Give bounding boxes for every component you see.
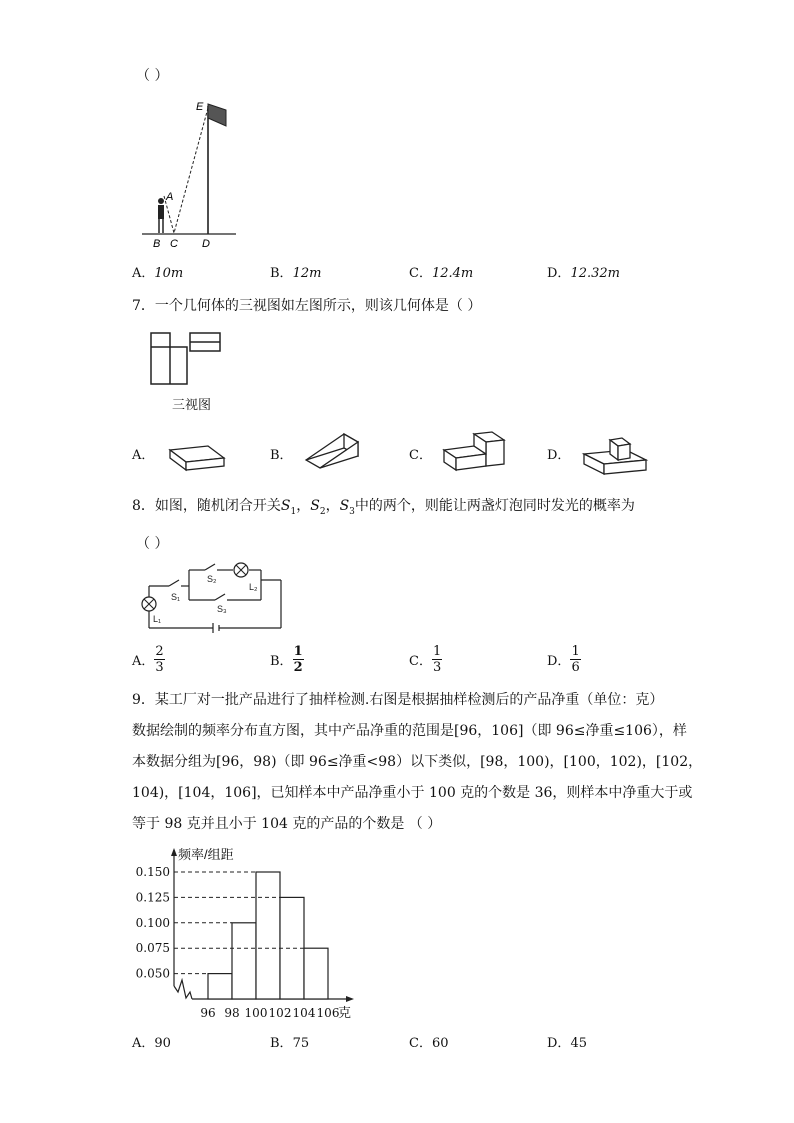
- q7-option-d[interactable]: D．: [547, 448, 571, 463]
- q9-histogram: [130, 846, 366, 1022]
- q6-figure: [140, 96, 240, 252]
- q8-option-c[interactable]: C． $\frac{1}{3}$: [409, 644, 442, 675]
- q7-shape-a-icon: [168, 438, 228, 474]
- label-s3: S₃: [217, 604, 227, 614]
- histogram-bar: [304, 948, 328, 999]
- q7-shape-c-icon: [440, 428, 510, 474]
- q7-stem: 7．一个几何体的三视图如左图所示，则该几何体是（ ）: [132, 298, 482, 314]
- q8-option-a[interactable]: A． $\frac{2}{3}$: [132, 644, 164, 675]
- y-axis-label: 频率/组距: [178, 847, 234, 862]
- y-tick-label: 0.125: [135, 890, 170, 905]
- q7-three-views: [148, 330, 228, 390]
- q7-shape-b-icon: [302, 430, 366, 470]
- x-tick-label: 106: [316, 1006, 340, 1020]
- q9-option-c[interactable]: C．60: [409, 1036, 449, 1051]
- q7-option-a[interactable]: A．: [132, 448, 155, 463]
- x-tick-label: 102: [268, 1006, 292, 1020]
- q8-stem: 8．如图，随机闭合开关$S_1$，$S_2$，$S_3$中的两个，则能让两盏灯泡同时发光的概率为: [132, 498, 635, 517]
- q7-option-b[interactable]: B．: [270, 448, 293, 463]
- q6-paren: （ ）: [136, 68, 169, 84]
- label-l1: L₁: [153, 614, 162, 624]
- label-A: A: [166, 191, 174, 203]
- y-tick-label: 0.050: [135, 966, 170, 981]
- q7-shape-d-icon: [582, 432, 650, 476]
- q6-option-c[interactable]: C．12.4m: [409, 266, 474, 281]
- label-l2: L₂: [249, 582, 258, 592]
- label-s1: S₁: [171, 592, 181, 602]
- q9-option-b[interactable]: B．75: [270, 1036, 310, 1051]
- q6-option-a[interactable]: A．10m: [132, 266, 184, 281]
- label-C: C: [170, 238, 178, 250]
- q9-option-d[interactable]: D．45: [547, 1036, 587, 1051]
- q7-caption: 三视图: [172, 398, 212, 413]
- label-s2: S₂: [207, 574, 217, 584]
- q9-line-3: 本数据分组为[96，98)（即 96≤净重<98）以下类似，[98，100)，[100，102)，[102，: [132, 754, 703, 770]
- q8-option-b[interactable]: B． $\frac{1}{2}$: [270, 644, 303, 675]
- histogram-bar: [232, 923, 256, 999]
- histogram-bar: [208, 974, 232, 999]
- x-tick-label: 96: [200, 1006, 216, 1020]
- q9-line-4: 104)，[104，106]，已知样本中产品净重小于 100 克的个数是 36，则样本中净重大于或: [132, 785, 693, 801]
- q9-line-5: 等于 98 克并且小于 104 克的产品的个数是 （ ）: [132, 816, 442, 832]
- q6-option-b[interactable]: B．12m: [270, 266, 322, 281]
- label-D: D: [202, 238, 210, 250]
- q8-option-d[interactable]: D． $\frac{1}{6}$: [547, 644, 580, 675]
- q9-line-1: 9．某工厂对一批产品进行了抽样检测.右图是根据抽样检测后的产品净重（单位：克）: [132, 692, 664, 708]
- label-B: B: [153, 238, 161, 250]
- q9-option-a[interactable]: A．90: [132, 1036, 171, 1051]
- q8-paren: （ ）: [136, 536, 169, 552]
- x-tick-label: 100: [244, 1006, 268, 1020]
- y-tick-label: 0.150: [135, 865, 170, 879]
- x-tick-label: 98: [224, 1006, 240, 1020]
- q8-circuit: [135, 560, 285, 634]
- x-axis-label: 克: [338, 1005, 352, 1020]
- y-tick-label: 0.075: [135, 941, 170, 956]
- q7-option-c[interactable]: C．: [409, 448, 432, 463]
- q6-option-d[interactable]: D．12.32m: [547, 266, 620, 281]
- label-E: E: [196, 101, 204, 113]
- q9-line-2: 数据绘制的频率分布直方图，其中产品净重的范围是[96，106]（即 96≤净重≤106），样: [132, 723, 687, 739]
- x-tick-label: 104: [292, 1006, 316, 1020]
- histogram-bar: [256, 872, 280, 999]
- y-tick-label: 0.100: [135, 915, 170, 930]
